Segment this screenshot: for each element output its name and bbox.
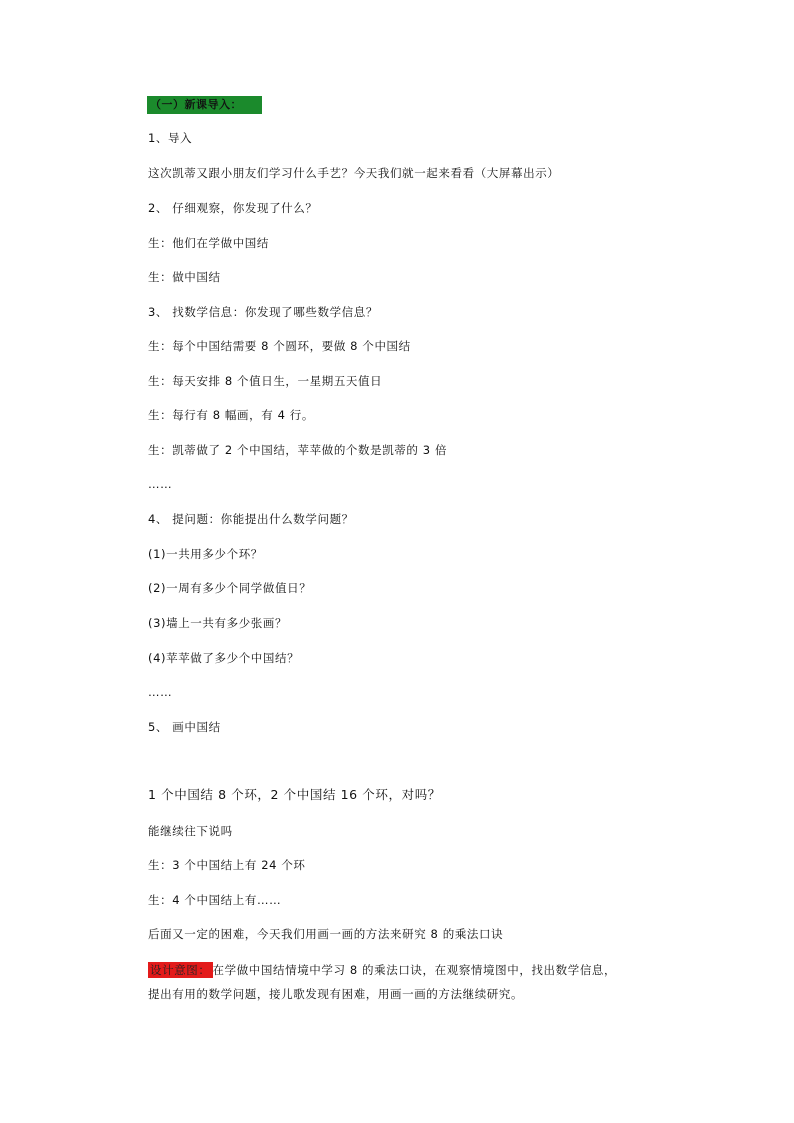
- text-line: 2、 仔细观察，你发现了什么？: [148, 201, 318, 215]
- text-line: 生：他们在学做中国结: [148, 236, 269, 250]
- design-intent-text-1: 在学做中国结情境中学习 8 的乘法口诀，在观察情境图中，找出数学信息，: [212, 963, 617, 977]
- design-intent-line-2: 提出有用的数学问题，接儿歌发现有困难，用画一画的方法继续研究。: [148, 987, 524, 1001]
- text-line: 3、 找数学信息：你发现了哪些数学信息？: [148, 305, 378, 319]
- text-line: 生：3 个中国结上有 24 个环: [148, 858, 306, 872]
- question-item: (1)一共用多少个环？: [148, 547, 263, 561]
- text-line: 生：做中国结: [148, 270, 221, 284]
- text-line: 生：每个中国结需要 8 个圆环，要做 8 个中国结: [148, 339, 411, 353]
- question-item: (4)苹苹做了多少个中国结？: [148, 651, 300, 665]
- design-intent-label: 设计意图：: [150, 963, 211, 977]
- text-line: 生：4 个中国结上有……: [148, 893, 282, 907]
- text-line: 1、导入: [148, 131, 193, 145]
- text-line: 生：每行有 8 幅画，有 4 行。: [148, 408, 314, 422]
- text-line: 5、 画中国结: [148, 720, 221, 734]
- question-item: (2)一周有多少个同学做值日？: [148, 581, 312, 595]
- text-line: 生：凯蒂做了 2 个中国结，苹苹做的个数是凯蒂的 3 倍: [148, 443, 448, 457]
- text-line: 4、 提问题：你能提出什么数学问题？: [148, 512, 354, 526]
- ellipsis: ……: [148, 477, 173, 491]
- text-line: 这次凯蒂又跟小朋友们学习什么手艺？今天我们就一起来看看（大屏幕出示）: [148, 166, 560, 180]
- ellipsis: ……: [148, 685, 173, 699]
- text-line: 1 个中国结 8 个环，2 个中国结 16 个环，对吗？: [148, 787, 441, 802]
- question-item: (3)墙上一共有多少张画？: [148, 616, 288, 630]
- section-heading: （一）新课导入：: [147, 96, 262, 114]
- text-line: 能继续往下说吗: [148, 824, 233, 838]
- text-line: 生：每天安排 8 个值日生，一星期五天值日: [148, 374, 383, 388]
- design-intent-line-1: [148, 962, 616, 978]
- text-line: 后面又一定的困难，今天我们用画一画的方法来研究 8 的乘法口诀: [148, 927, 504, 941]
